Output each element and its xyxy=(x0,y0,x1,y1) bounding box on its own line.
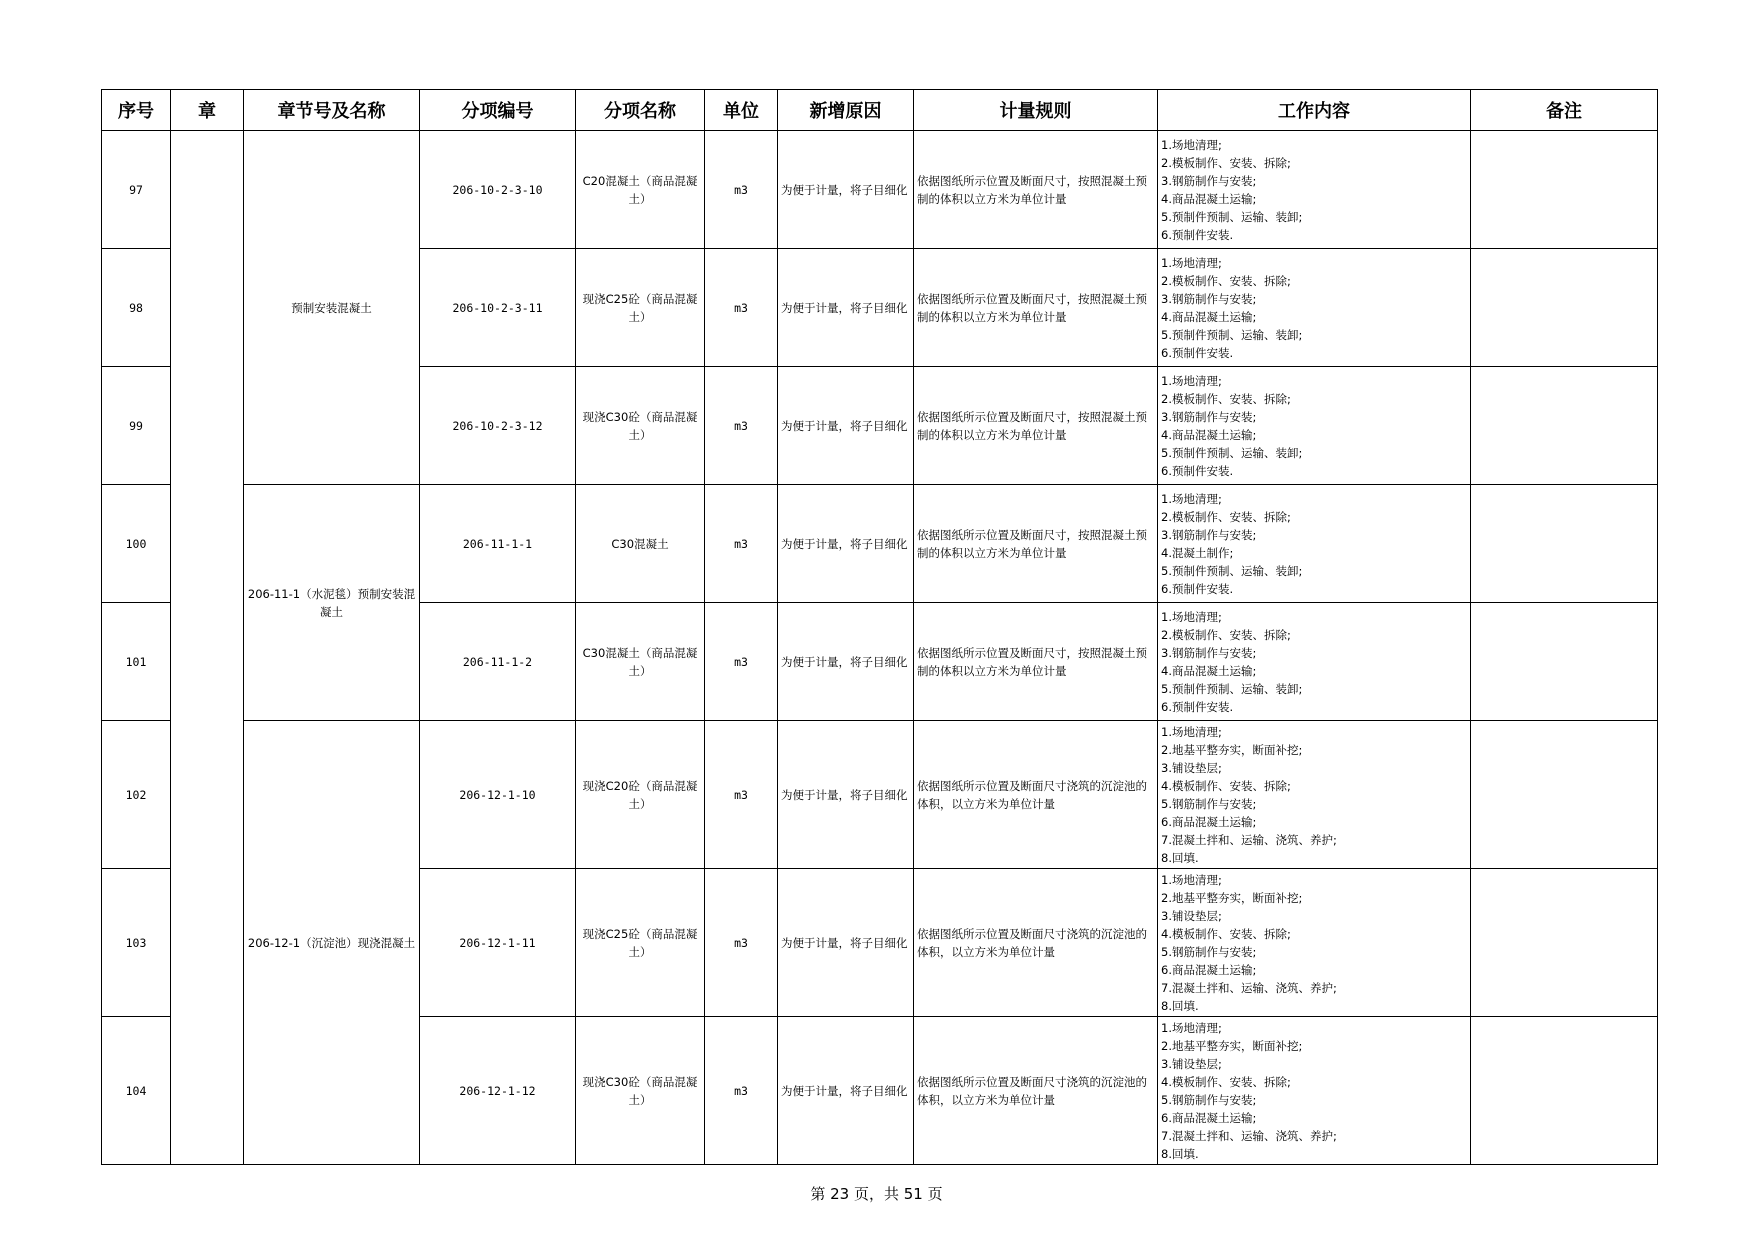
section-cell: 206-12-1（沉淀池）现浇混凝土 xyxy=(244,721,420,1165)
unit-cell: m3 xyxy=(705,603,778,721)
unit-cell: m3 xyxy=(705,869,778,1017)
work-cell: 1.场地清理; 2.地基平整夯实，断面补挖; 3.铺设垫层; 4.模板制作、安装、拆除; 5.钢筋制作与安装; 6.商品混凝土运输; 7.混凝土拌和、运输、浇筑、养护; 8.回填. xyxy=(1158,1017,1471,1165)
reason-cell: 为便于计量，将子目细化 xyxy=(778,603,914,721)
rule-cell: 依据图纸所示位置及断面尺寸，按照混凝土预制的体积以立方米为单位计量 xyxy=(914,249,1158,367)
seq-cell: 99 xyxy=(102,367,171,485)
item-name-cell: 现浇C25砼（商品混凝土） xyxy=(576,869,705,1017)
rule-cell: 依据图纸所示位置及断面尺寸浇筑的沉淀池的体积，以立方米为单位计量 xyxy=(914,721,1158,869)
note-cell xyxy=(1471,603,1658,721)
header-item-name: 分项名称 xyxy=(576,90,705,131)
item-code-cell: 206-10-2-3-10 xyxy=(420,131,576,249)
note-cell xyxy=(1471,1017,1658,1165)
seq-cell: 97 xyxy=(102,131,171,249)
unit-cell: m3 xyxy=(705,721,778,869)
header-rule: 计量规则 xyxy=(914,90,1158,131)
rule-cell: 依据图纸所示位置及断面尺寸浇筑的沉淀池的体积，以立方米为单位计量 xyxy=(914,1017,1158,1165)
item-code-cell: 206-12-1-10 xyxy=(420,721,576,869)
item-code-cell: 206-10-2-3-11 xyxy=(420,249,576,367)
table-row xyxy=(102,131,1658,249)
header-unit: 单位 xyxy=(705,90,778,131)
header-seq: 序号 xyxy=(102,90,171,131)
item-code-cell: 206-11-1-2 xyxy=(420,603,576,721)
header-note: 备注 xyxy=(1471,90,1658,131)
reason-cell: 为便于计量，将子目细化 xyxy=(778,131,914,249)
reason-cell: 为便于计量，将子目细化 xyxy=(778,869,914,1017)
seq-cell: 101 xyxy=(102,603,171,721)
work-cell: 1.场地清理; 2.模板制作、安装、拆除; 3.钢筋制作与安装; 4.商品混凝土运输; 5.预制件预制、运输、装卸; 6.预制件安装. xyxy=(1158,367,1471,485)
work-cell: 1.场地清理; 2.模板制作、安装、拆除; 3.钢筋制作与安装; 4.商品混凝土运输; 5.预制件预制、运输、装卸; 6.预制件安装. xyxy=(1158,249,1471,367)
item-name-cell: 现浇C30砼（商品混凝土） xyxy=(576,1017,705,1165)
seq-cell: 103 xyxy=(102,869,171,1017)
note-cell xyxy=(1471,721,1658,869)
unit-cell: m3 xyxy=(705,1017,778,1165)
item-code-cell: 206-10-2-3-12 xyxy=(420,367,576,485)
work-cell: 1.场地清理; 2.地基平整夯实，断面补挖; 3.铺设垫层; 4.模板制作、安装、拆除; 5.钢筋制作与安装; 6.商品混凝土运输; 7.混凝土拌和、运输、浇筑、养护; 8.回填. xyxy=(1158,869,1471,1017)
header-chapter: 章 xyxy=(171,90,244,131)
item-name-cell: C20混凝土（商品混凝土） xyxy=(576,131,705,249)
note-cell xyxy=(1471,485,1658,603)
unit-cell: m3 xyxy=(705,485,778,603)
header-row xyxy=(102,90,1658,131)
header-item-code: 分项编号 xyxy=(420,90,576,131)
work-cell: 1.场地清理; 2.模板制作、安装、拆除; 3.钢筋制作与安装; 4.商品混凝土运输; 5.预制件预制、运输、装卸; 6.预制件安装. xyxy=(1158,603,1471,721)
unit-cell: m3 xyxy=(705,367,778,485)
table-row xyxy=(102,721,1658,869)
seq-cell: 100 xyxy=(102,485,171,603)
note-cell xyxy=(1471,367,1658,485)
reason-cell: 为便于计量，将子目细化 xyxy=(778,485,914,603)
page-footer: 第 23 页，共 51 页 xyxy=(810,1185,943,1203)
item-name-cell: C30混凝土 xyxy=(576,485,705,603)
reason-cell: 为便于计量，将子目细化 xyxy=(778,721,914,869)
item-code-cell: 206-12-1-12 xyxy=(420,1017,576,1165)
rule-cell: 依据图纸所示位置及断面尺寸，按照混凝土预制的体积以立方米为单位计量 xyxy=(914,131,1158,249)
reason-cell: 为便于计量，将子目细化 xyxy=(778,249,914,367)
unit-cell: m3 xyxy=(705,249,778,367)
header-work: 工作内容 xyxy=(1158,90,1471,131)
work-cell: 1.场地清理; 2.模板制作、安装、拆除; 3.钢筋制作与安装; 4.商品混凝土运输; 5.预制件预制、运输、装卸; 6.预制件安装. xyxy=(1158,131,1471,249)
note-cell xyxy=(1471,869,1658,1017)
rule-cell: 依据图纸所示位置及断面尺寸，按照混凝土预制的体积以立方米为单位计量 xyxy=(914,367,1158,485)
table-row xyxy=(102,485,1658,603)
bill-of-quantities-table xyxy=(101,89,1658,1165)
item-code-cell: 206-12-1-11 xyxy=(420,869,576,1017)
item-name-cell: 现浇C20砼（商品混凝土） xyxy=(576,721,705,869)
reason-cell: 为便于计量，将子目细化 xyxy=(778,367,914,485)
rule-cell: 依据图纸所示位置及断面尺寸，按照混凝土预制的体积以立方米为单位计量 xyxy=(914,603,1158,721)
work-cell: 1.场地清理; 2.地基平整夯实，断面补挖; 3.铺设垫层; 4.模板制作、安装、拆除; 5.钢筋制作与安装; 6.商品混凝土运输; 7.混凝土拌和、运输、浇筑、养护; 8.回填. xyxy=(1158,721,1471,869)
item-name-cell: C30混凝土（商品混凝土） xyxy=(576,603,705,721)
work-cell: 1.场地清理; 2.模板制作、安装、拆除; 3.钢筋制作与安装; 4.混凝土制作; 5.预制件预制、运输、装卸; 6.预制件安装. xyxy=(1158,485,1471,603)
seq-cell: 98 xyxy=(102,249,171,367)
section-cell: 预制安装混凝土 xyxy=(244,131,420,485)
rule-cell: 依据图纸所示位置及断面尺寸浇筑的沉淀池的体积，以立方米为单位计量 xyxy=(914,869,1158,1017)
header-reason: 新增原因 xyxy=(778,90,914,131)
header-section: 章节号及名称 xyxy=(244,90,420,131)
item-code-cell: 206-11-1-1 xyxy=(420,485,576,603)
rule-cell: 依据图纸所示位置及断面尺寸，按照混凝土预制的体积以立方米为单位计量 xyxy=(914,485,1158,603)
unit-cell: m3 xyxy=(705,131,778,249)
seq-cell: 104 xyxy=(102,1017,171,1165)
section-cell: 206-11-1（水泥毯）预制安装混凝土 xyxy=(244,485,420,721)
chapter-cell xyxy=(171,131,244,1165)
seq-cell: 102 xyxy=(102,721,171,869)
note-cell xyxy=(1471,131,1658,249)
item-name-cell: 现浇C30砼（商品混凝土） xyxy=(576,367,705,485)
item-name-cell: 现浇C25砼（商品混凝土） xyxy=(576,249,705,367)
note-cell xyxy=(1471,249,1658,367)
reason-cell: 为便于计量，将子目细化 xyxy=(778,1017,914,1165)
